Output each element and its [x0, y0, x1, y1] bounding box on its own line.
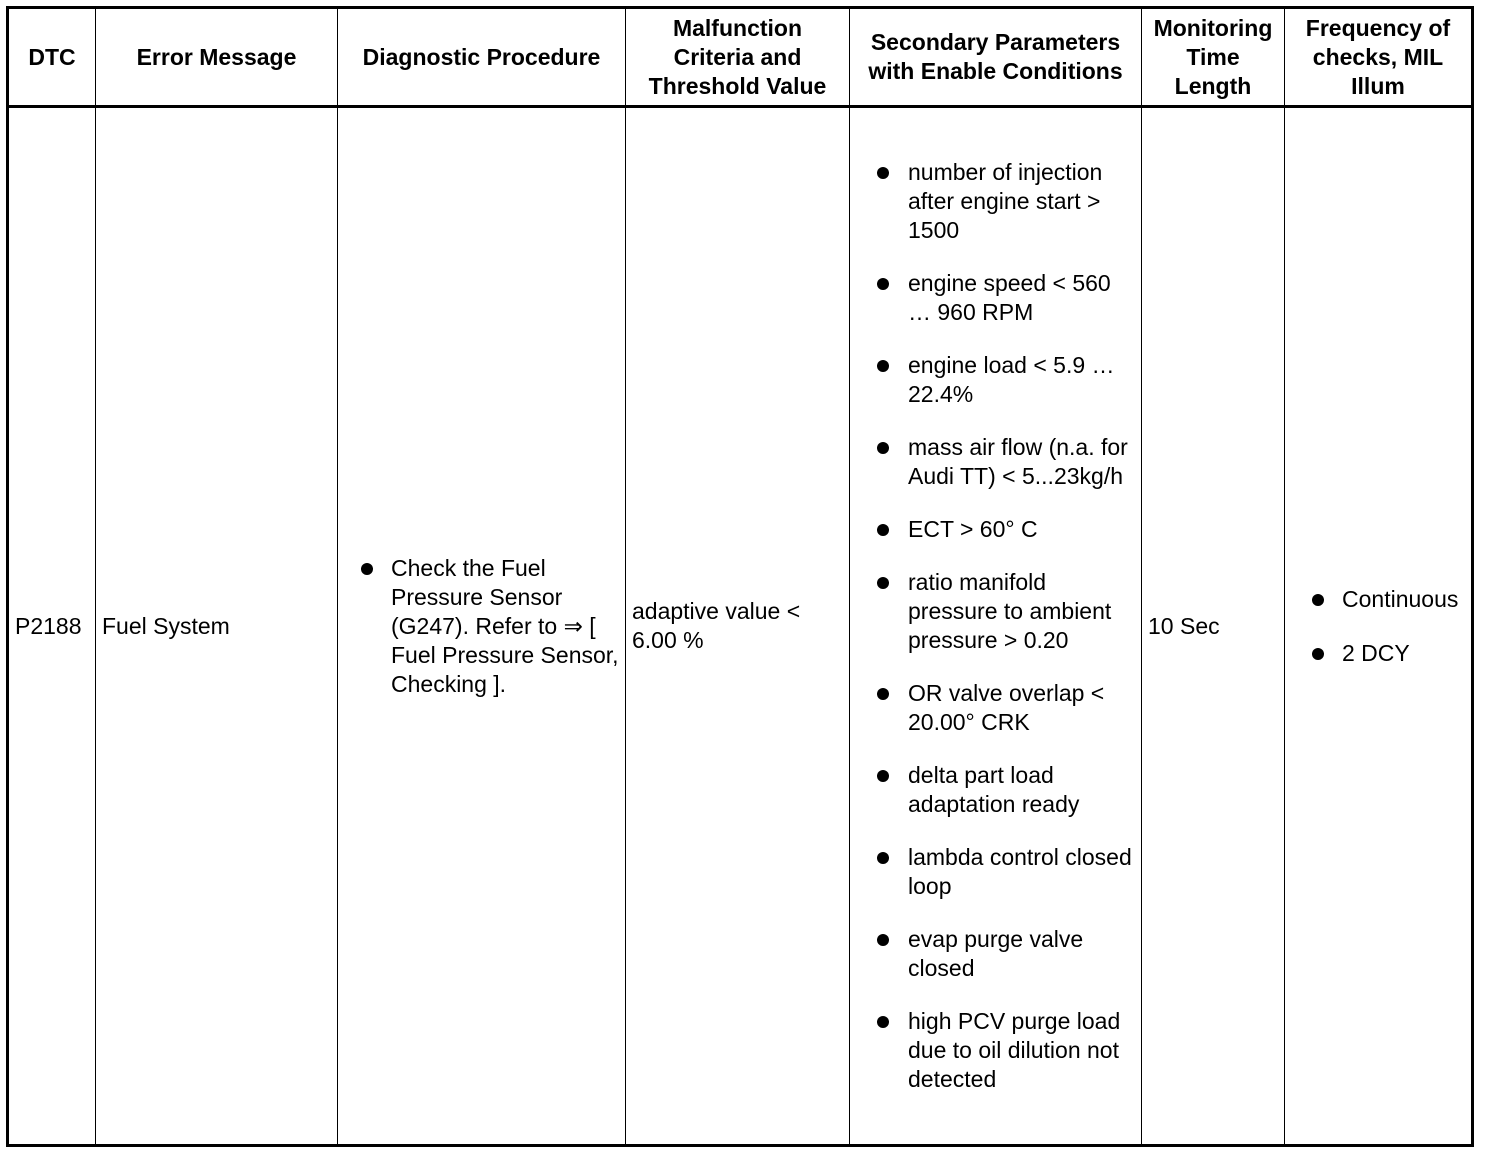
parameter-item — [874, 158, 1135, 245]
cell-monitoring-time: 10 Sec — [1142, 107, 1285, 1146]
parameter-text: OR valve overlap < 20.00° CRK — [908, 680, 1105, 735]
parameter-item — [874, 568, 1135, 655]
parameter-text: number of injection after engine start > 1500 — [908, 159, 1103, 243]
parameter-item — [874, 761, 1135, 819]
parameter-text: evap purge valve closed — [908, 926, 1084, 981]
parameter-item — [874, 843, 1135, 901]
frequency-text: 2 DCY — [1342, 639, 1410, 666]
table-body — [8, 107, 1473, 1146]
header-row — [8, 8, 1473, 107]
table-row — [8, 107, 1473, 1146]
parameter-item — [874, 351, 1135, 409]
bullet-dot-icon — [877, 524, 889, 536]
bullet-dot-icon — [1312, 594, 1324, 606]
bullet-dot-icon — [877, 577, 889, 589]
header-malfunction-criteria: Malfunction Criteria and Threshold Value — [626, 8, 850, 107]
procedure-item — [358, 554, 619, 699]
bullet-dot-icon — [877, 934, 889, 946]
cell-diagnostic-procedure — [338, 107, 626, 1146]
frequency-item — [1309, 585, 1465, 614]
parameter-text: ECT > 60° C — [908, 516, 1038, 542]
header-frequency: Frequency of checks, MIL Illum — [1285, 8, 1473, 107]
frequency-text: Continuous — [1342, 585, 1459, 612]
bullet-dot-icon — [877, 442, 889, 454]
parameter-item — [874, 1007, 1135, 1094]
header-dtc: DTC — [8, 8, 96, 107]
procedure-list — [344, 554, 619, 699]
parameter-item — [874, 433, 1135, 491]
parameter-text: ratio manifold pressure to ambient pressure > 0.20 — [908, 569, 1112, 653]
parameter-text: engine speed < 560 … 960 RPM — [908, 270, 1111, 325]
bullet-dot-icon — [877, 278, 889, 290]
parameter-text: engine load < 5.9 … 22.4% — [908, 352, 1115, 407]
parameter-text: lambda control closed loop — [908, 844, 1132, 899]
bullet-dot-icon — [877, 852, 889, 864]
cell-secondary-parameters — [850, 107, 1142, 1146]
cell-dtc: P2188 — [8, 107, 96, 1146]
parameter-item — [874, 679, 1135, 737]
parameter-text: mass air flow (n.a. for Audi TT) < 5...23kg/h — [908, 434, 1128, 489]
parameter-item — [874, 515, 1135, 544]
cell-error-message: Fuel System — [96, 107, 338, 1146]
frequency-list — [1291, 585, 1465, 668]
parameter-text: high PCV purge load due to oil dilution not detected — [908, 1008, 1121, 1092]
diagnostic-table — [6, 6, 1474, 1147]
bullet-dot-icon — [877, 1016, 889, 1028]
header-error-message: Error Message — [96, 8, 338, 107]
parameter-item — [874, 925, 1135, 983]
header-diagnostic-procedure: Diagnostic Procedure — [338, 8, 626, 107]
parameter-text: delta part load adaptation ready — [908, 762, 1080, 817]
header-monitoring-time: Monitoring Time Length — [1142, 8, 1285, 107]
header-secondary-parameters: Secondary Parameters with Enable Conditions — [850, 8, 1142, 107]
frequency-item — [1309, 639, 1465, 668]
table-header — [8, 8, 1473, 107]
bullet-dot-icon — [361, 563, 373, 575]
parameter-item — [874, 269, 1135, 327]
bullet-dot-icon — [877, 167, 889, 179]
parameter-list — [856, 158, 1135, 1094]
bullet-dot-icon — [877, 770, 889, 782]
bullet-dot-icon — [877, 688, 889, 700]
cell-frequency — [1285, 107, 1473, 1146]
procedure-text: Check the Fuel Pressure Sensor (G247). Refer to ⇒ [ Fuel Pressure Sensor, Checking ]. — [391, 554, 619, 697]
bullet-dot-icon — [877, 360, 889, 372]
cell-malfunction-criteria: adaptive value < 6.00 % — [626, 107, 850, 1146]
bullet-dot-icon — [1312, 648, 1324, 660]
